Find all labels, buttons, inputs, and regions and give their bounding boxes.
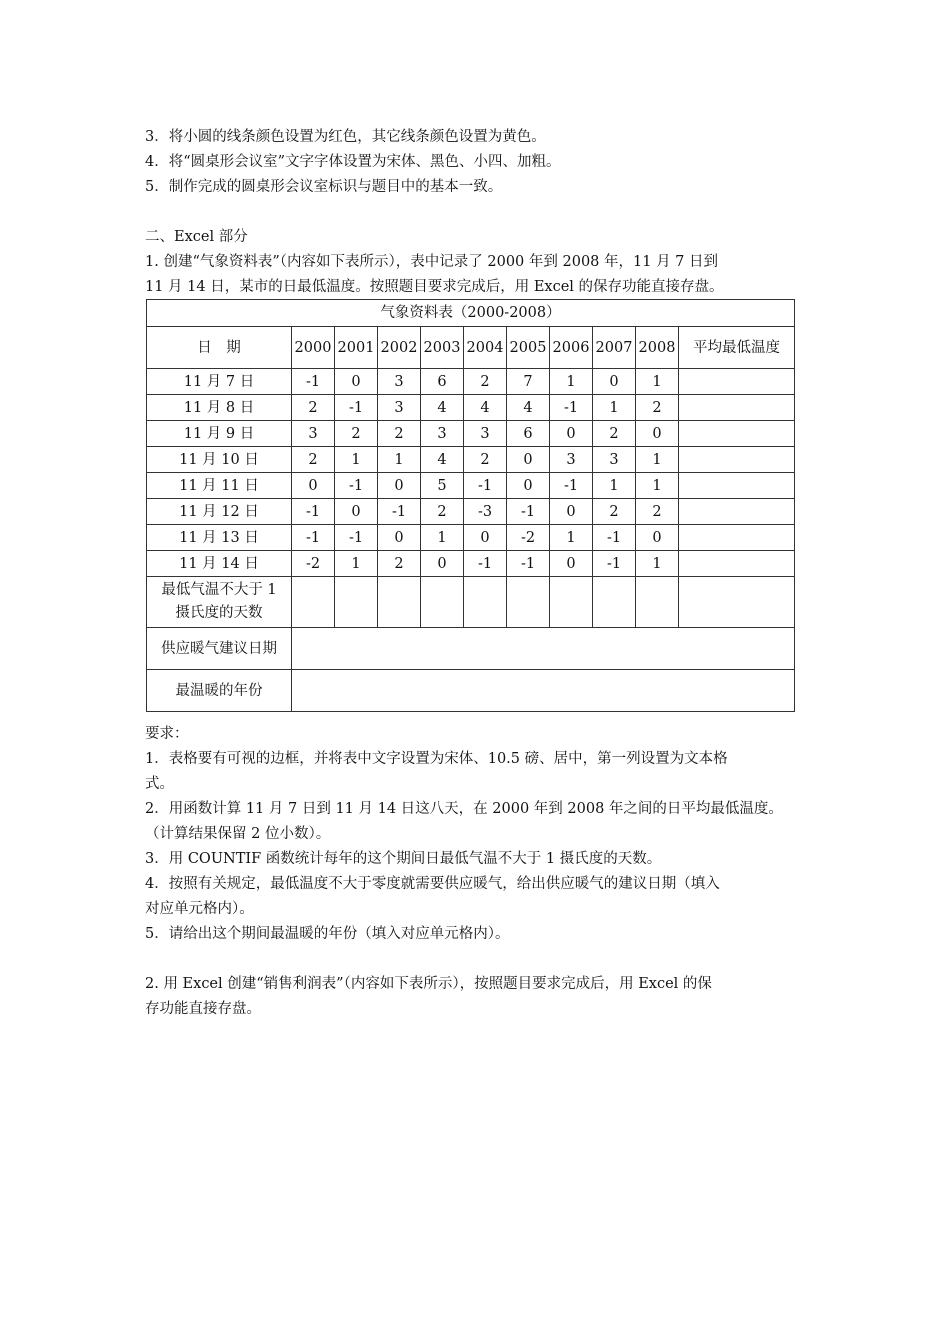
year-header: 2006: [550, 327, 593, 369]
temp-cell: 2: [292, 447, 335, 473]
task1-line2: 11 月 14 日，某市的日最低温度。按照题目要求完成后，用 Excel 的保存功能直接存盘。: [145, 279, 724, 295]
temp-cell: 1: [335, 447, 378, 473]
temp-cell: 0: [507, 473, 550, 499]
date-cell: 11 月 9 日: [147, 421, 292, 447]
table-row: [147, 499, 795, 525]
temp-cell: -1: [292, 525, 335, 551]
count-label: [147, 577, 292, 628]
temp-cell: 1: [636, 447, 679, 473]
task2-line1: 2. 用 Excel 创建“销售利润表”（内容如下表所示），按照题目要求完成后，用 Excel 的保: [145, 976, 712, 992]
temp-cell: -1: [464, 551, 507, 577]
temp-cell: -1: [550, 395, 593, 421]
avg-cell[interactable]: [679, 447, 795, 473]
date-cell: 11 月 14 日: [147, 551, 292, 577]
table-row: [147, 473, 795, 499]
temp-cell: -1: [335, 395, 378, 421]
year-header: 2001: [335, 327, 378, 369]
table-row: [147, 395, 795, 421]
year-header: 2003: [421, 327, 464, 369]
date-cell: 11 月 13 日: [147, 525, 292, 551]
table-row: [147, 551, 795, 577]
date-cell: 11 月 10 日: [147, 447, 292, 473]
temp-cell: 0: [550, 551, 593, 577]
temp-cell: 4: [421, 395, 464, 421]
temp-cell: 3: [378, 369, 421, 395]
requirement-4-line1: 4．按照有关规定，最低温度不大于零度就需要供应暖气，给出供应暖气的建议日期（填入: [145, 876, 720, 892]
temp-cell: 0: [636, 525, 679, 551]
warmest-row: [147, 670, 795, 712]
year-header: 2007: [593, 327, 636, 369]
temp-cell: 0: [593, 369, 636, 395]
temp-cell: 1: [593, 395, 636, 421]
avg-header: 平均最低温度: [679, 327, 795, 369]
requirement-1-line1: 1．表格要有可视的边框，并将表中文字设置为宋体、10.5 磅、居中，第一列设置为文本格: [145, 751, 728, 767]
temp-cell: 3: [464, 421, 507, 447]
temp-cell: 0: [464, 525, 507, 551]
date-cell: 11 月 8 日: [147, 395, 292, 421]
temp-cell: 2: [378, 551, 421, 577]
temp-cell: 2: [335, 421, 378, 447]
intro-item-4: 4．将“圆桌形会议室”文字字体设置为宋体、黑色、小四、加粗。: [145, 154, 561, 170]
count-cell[interactable]: [550, 577, 593, 628]
table-row: [147, 447, 795, 473]
avg-cell[interactable]: [679, 473, 795, 499]
temp-cell: 0: [550, 499, 593, 525]
temp-cell: 2: [636, 395, 679, 421]
year-header: 2008: [636, 327, 679, 369]
temp-cell: 3: [550, 447, 593, 473]
task1-line1: 1. 创建“气象资料表”（内容如下表所示），表中记录了 2000 年到 2008 年，11 月 7 日到: [145, 254, 719, 270]
temp-cell: 1: [550, 369, 593, 395]
temp-cell: 0: [421, 551, 464, 577]
avg-cell[interactable]: [679, 499, 795, 525]
count-label-line1: 最低气温不大于 1: [161, 582, 277, 598]
temp-cell: -3: [464, 499, 507, 525]
temp-cell: -1: [550, 473, 593, 499]
year-header: 2002: [378, 327, 421, 369]
warmest-label: 最温暖的年份: [147, 670, 292, 712]
requirement-2-line1: 2．用函数计算 11 月 7 日到 11 月 14 日这八天，在 2000 年到 2008 年之间的日平均最低温度。: [145, 801, 783, 817]
count-cell[interactable]: [335, 577, 378, 628]
temp-cell: -2: [507, 525, 550, 551]
temp-cell: 6: [507, 421, 550, 447]
requirement-3: 3．用 COUNTIF 函数统计每年的这个期间日最低气温不大于 1 摄氏度的天数。: [145, 851, 662, 867]
section-title: 二、Excel 部分: [145, 229, 248, 245]
temp-cell: -1: [507, 551, 550, 577]
temp-cell: 7: [507, 369, 550, 395]
avg-cell[interactable]: [679, 395, 795, 421]
temp-cell: -1: [593, 551, 636, 577]
date-header: 日 期: [147, 327, 292, 369]
temp-cell: 0: [335, 499, 378, 525]
temp-cell: 4: [507, 395, 550, 421]
count-cell[interactable]: [378, 577, 421, 628]
temp-cell: 3: [378, 395, 421, 421]
temp-cell: -1: [335, 473, 378, 499]
count-cell[interactable]: [292, 577, 335, 628]
table-title: 气象资料表（2000-2008）: [147, 300, 795, 327]
temp-cell: -1: [335, 525, 378, 551]
temp-cell: 2: [378, 421, 421, 447]
year-header: 2005: [507, 327, 550, 369]
avg-cell[interactable]: [679, 421, 795, 447]
intro-item-5: 5．制作完成的圆桌形会议室标识与题目中的基本一致。: [145, 179, 503, 195]
task2-line2: 存功能直接存盘。: [145, 1001, 261, 1017]
temp-cell: 0: [378, 525, 421, 551]
temp-cell: -1: [378, 499, 421, 525]
temp-cell: 2: [464, 447, 507, 473]
requirement-4-line2: 对应单元格内）。: [145, 901, 254, 917]
avg-cell[interactable]: [679, 525, 795, 551]
temp-cell: 2: [636, 499, 679, 525]
temp-cell: 2: [593, 421, 636, 447]
table-row: [147, 421, 795, 447]
temp-cell: 5: [421, 473, 464, 499]
temp-cell: 1: [378, 447, 421, 473]
temp-cell: 0: [335, 369, 378, 395]
temp-cell: 0: [550, 421, 593, 447]
temp-cell: 1: [636, 551, 679, 577]
temp-cell: 2: [464, 369, 507, 395]
temp-cell: 2: [593, 499, 636, 525]
year-header: 2000: [292, 327, 335, 369]
count-cell[interactable]: [421, 577, 464, 628]
temp-cell: 2: [292, 395, 335, 421]
temp-cell: 1: [593, 473, 636, 499]
temp-cell: 0: [292, 473, 335, 499]
date-cell: 11 月 11 日: [147, 473, 292, 499]
temp-cell: -1: [593, 525, 636, 551]
intro-item-3: 3．将小圆的线条颜色设置为红色，其它线条颜色设置为黄色。: [145, 129, 546, 145]
temp-cell: 1: [335, 551, 378, 577]
table-header-row: [147, 327, 795, 369]
temp-cell: 0: [507, 447, 550, 473]
count-label-line2: 摄氏度的天数: [175, 605, 263, 621]
avg-cell[interactable]: [679, 551, 795, 577]
date-cell: 11 月 12 日: [147, 499, 292, 525]
requirements-title: 要求：: [145, 726, 189, 742]
requirement-5: 5．请给出这个期间最温暖的年份（填入对应单元格内）。: [145, 926, 510, 942]
count-cell[interactable]: [593, 577, 636, 628]
date-cell: 11 月 7 日: [147, 369, 292, 395]
temp-cell: 0: [378, 473, 421, 499]
temp-cell: 1: [550, 525, 593, 551]
requirement-2-line2: （计算结果保留 2 位小数）。: [145, 826, 331, 842]
count-cell[interactable]: [636, 577, 679, 628]
count-cell[interactable]: [507, 577, 550, 628]
count-row: [147, 577, 795, 628]
temp-cell: 3: [421, 421, 464, 447]
count-cell[interactable]: [464, 577, 507, 628]
temp-cell: 1: [636, 473, 679, 499]
temp-cell: 3: [292, 421, 335, 447]
temp-cell: 4: [464, 395, 507, 421]
warmest-value-cell[interactable]: [292, 670, 795, 712]
temp-cell: -1: [292, 499, 335, 525]
count-empty-cell: [679, 577, 795, 628]
table-row: [147, 369, 795, 395]
temp-cell: -1: [292, 369, 335, 395]
temp-cell: 2: [421, 499, 464, 525]
supply-row: [147, 628, 795, 670]
supply-value-cell[interactable]: [292, 628, 795, 670]
temp-cell: -1: [464, 473, 507, 499]
year-header: 2004: [464, 327, 507, 369]
temp-cell: -1: [507, 499, 550, 525]
temp-cell: 1: [421, 525, 464, 551]
avg-cell[interactable]: [679, 369, 795, 395]
weather-table: [146, 299, 795, 712]
temp-cell: 1: [636, 369, 679, 395]
table-row: [147, 525, 795, 551]
temp-cell: 6: [421, 369, 464, 395]
temp-cell: -2: [292, 551, 335, 577]
temp-cell: 0: [636, 421, 679, 447]
supply-label: 供应暖气建议日期: [147, 628, 292, 670]
requirement-1-line2: 式。: [145, 776, 174, 792]
temp-cell: 3: [593, 447, 636, 473]
temp-cell: 4: [421, 447, 464, 473]
